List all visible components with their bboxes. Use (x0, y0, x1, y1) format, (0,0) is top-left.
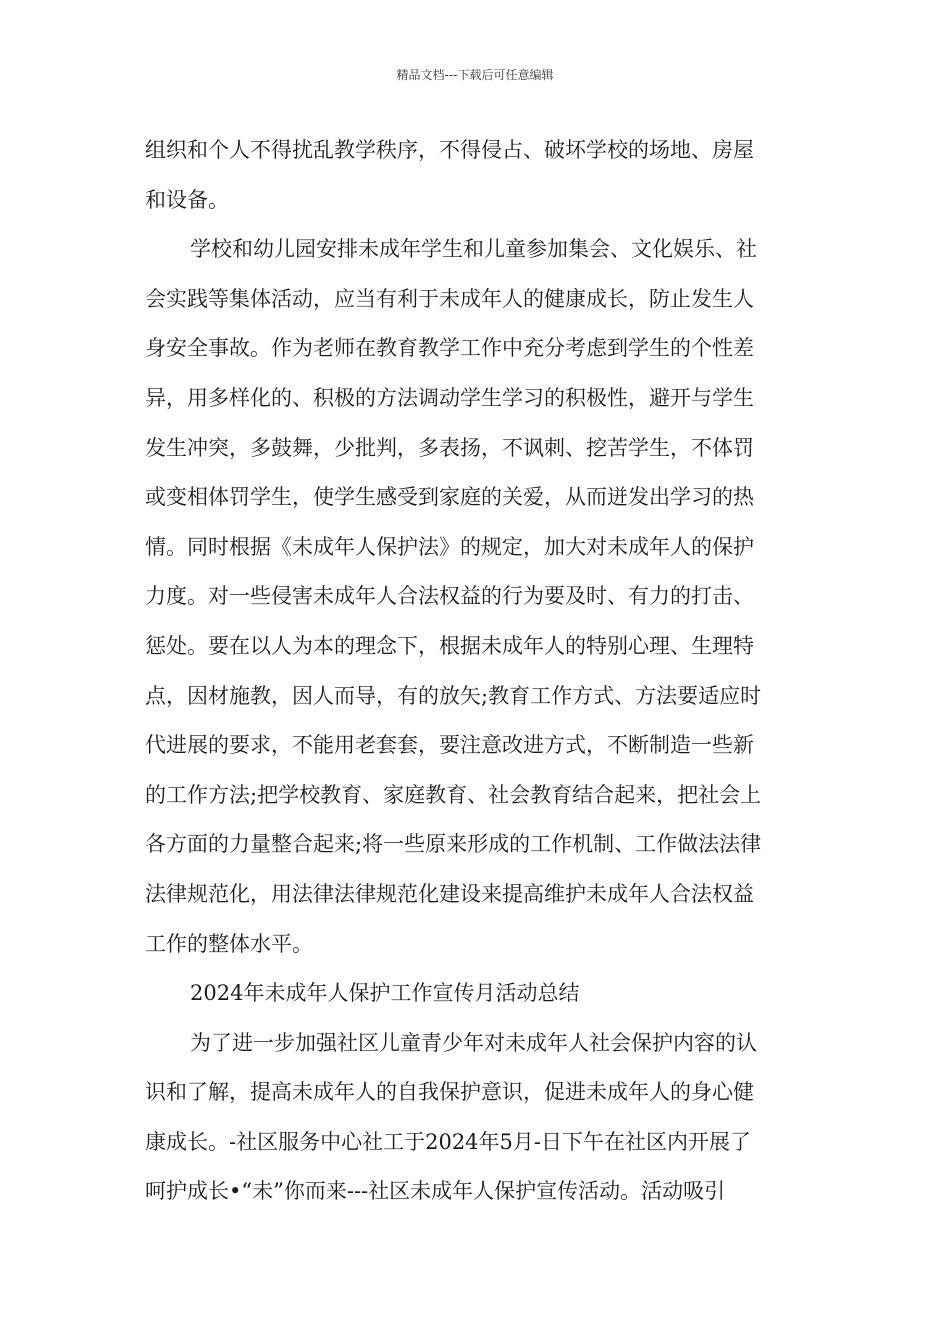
text-line: 2024年未成年人保护工作宣传月活动总结 (190, 981, 580, 1006)
text-line: 组织和个人不得扰乱教学秩序，不得侵占、破坏学校的场地、房屋 (145, 138, 754, 162)
text-line: 身安全事故。作为老师在教育教学工作中充分考虑到学生的个性差 (145, 336, 754, 361)
text-line: 法律规范化，用法律法律规范化建设来提高维护未成年人合法权益 (145, 881, 754, 906)
text-line: 惩处。要在以人为本的理念下，根据未成年人的特别心理、生理特 (145, 633, 754, 658)
text-line: 点，因材施教，因人而导，有的放矢;教育工作方式、方法要适应时 (145, 683, 762, 708)
text-line: 会实践等集体活动，应当有利于未成年人的健康成长，防止发生人 (145, 286, 754, 311)
text-line: 工作的整体水平。 (145, 931, 313, 956)
text-line: 呵护成长•“未”你而来---社区未成年人保护宣传活动。活动吸引 (145, 1179, 726, 1204)
text-line: 发生冲突，多鼓舞，少批判，多表扬，不讽刺、挖苦学生，不体罚 (145, 435, 754, 460)
text-line: 学校和幼儿园安排未成年学生和儿童参加集会、文化娱乐、社 (190, 237, 757, 262)
text-line: 或变相体罚学生，使学生感受到家庭的关爱，从而迸发出学习的热 (145, 485, 754, 510)
text-line: 情。同时根据《未成年人保护法》的规定，加大对未成年人的保护 (145, 534, 754, 559)
text-line: 识和了解，提高未成年人的自我保护意识，促进未成年人的身心健 (145, 1080, 754, 1105)
text-line: 和设备。 (145, 187, 229, 212)
text-line: 的工作方法;把学校教育、家庭教育、社会教育结合起来，把社会上 (145, 782, 762, 807)
text-line: 各方面的力量整合起来;将一些原来形成的工作机制、工作做法法律 (145, 832, 762, 857)
text-line: 为了进一步加强社区儿童青少年对未成年人社会保护内容的认 (190, 1030, 757, 1055)
text-line: 异，用多样化的、积极的方法调动学生学习的积极性，避开与学生 (145, 385, 754, 410)
text-line: 力度。对一些侵害未成年人合法权益的行为要及时、有力的打击、 (145, 584, 754, 609)
document-body (145, 126, 810, 1217)
text-line: 康成长。-社区服务中心社工于2024年5月-日下午在社区内开展了 (145, 1129, 751, 1154)
text-line: 代进展的要求，不能用老套套，要注意改进方式，不断制造一些新 (145, 733, 754, 758)
page-header: 精品文档---下载后可任意编辑 (396, 68, 554, 82)
